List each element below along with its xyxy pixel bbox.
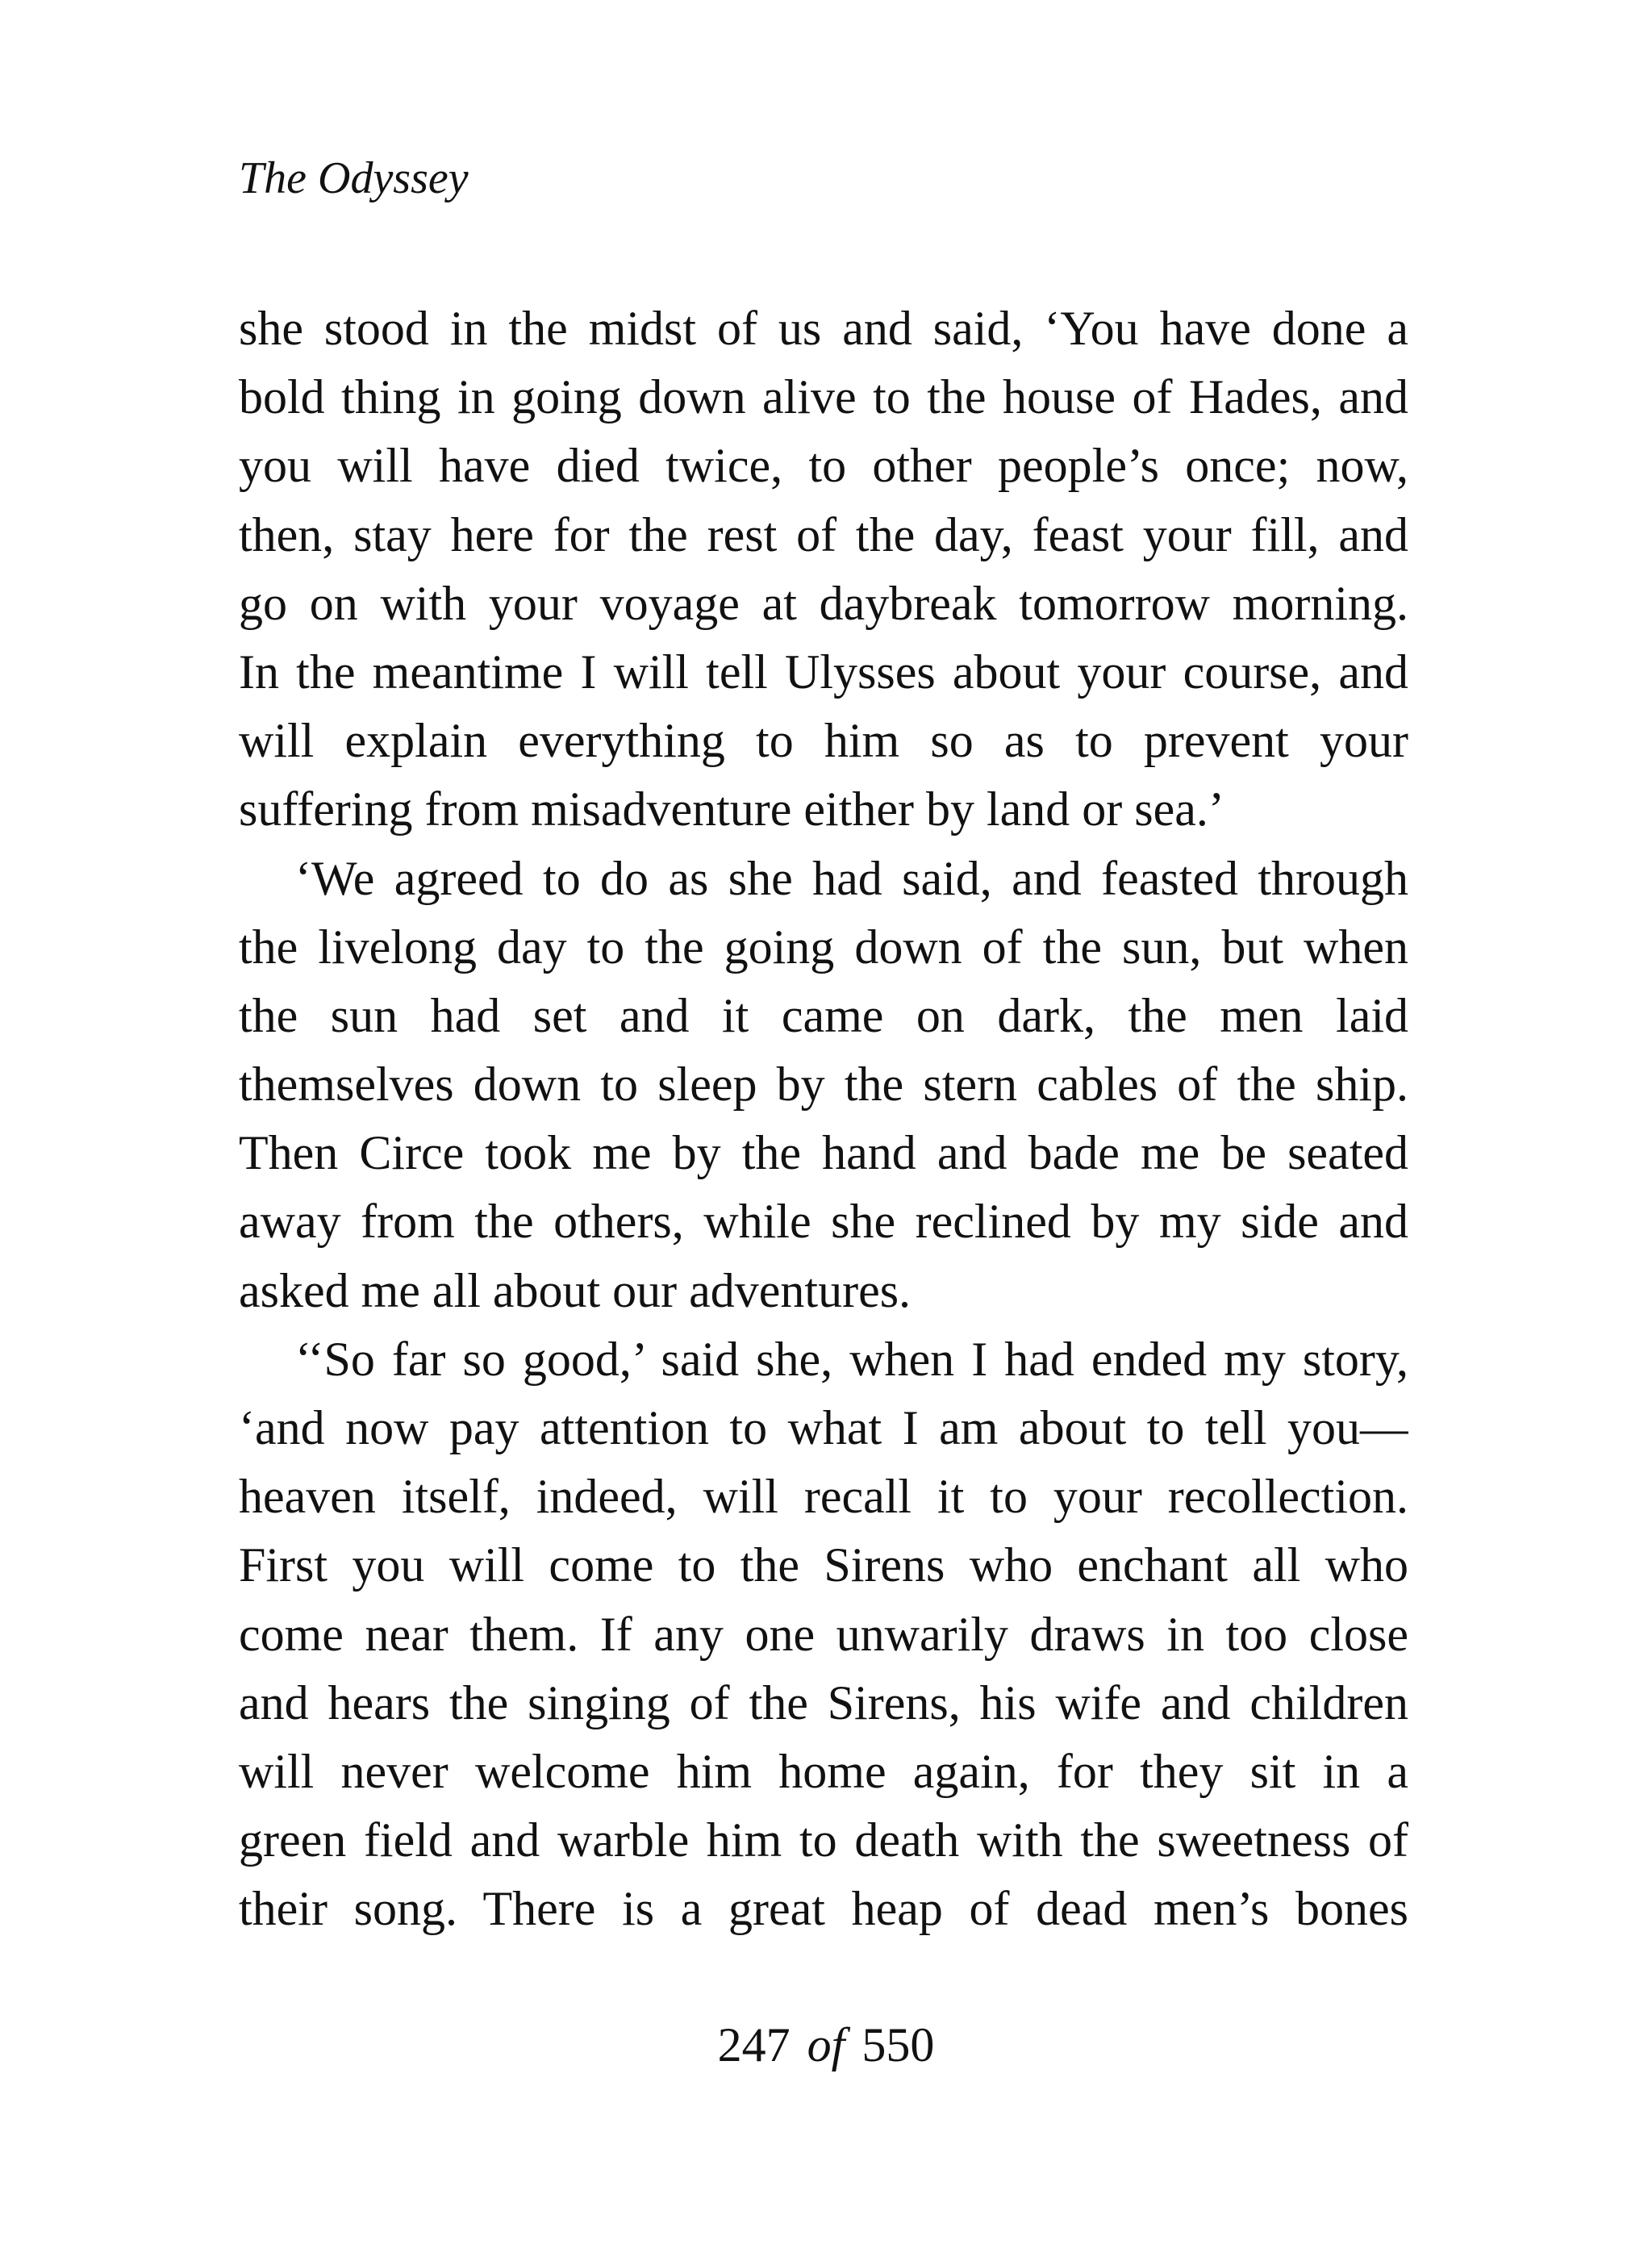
text-line: First you will come to the Sirens who enchant all who [239, 1538, 1408, 1592]
text-line: suffering from misadventure either by land or sea.’ [239, 782, 1224, 837]
text-line: will never welcome him home again, for they sit in a [239, 1744, 1408, 1798]
text-line: ‘and now pay attention to what I am about to tell you— [239, 1401, 1408, 1454]
running-header-title: The Odyssey [239, 153, 469, 203]
text-line: will explain everything to him so as to prevent your [239, 714, 1408, 768]
text-line: green field and warble him to death with the sweetness of [239, 1813, 1408, 1867]
text-line: the sun had set and it came on dark, the men laid [239, 988, 1408, 1042]
text-line: go on with your voyage at daybreak tomorrow morning. [239, 576, 1408, 630]
page-current: 247 [717, 2018, 791, 2072]
text-line: come near them. If any one unwarily draws in too close [239, 1607, 1408, 1661]
text-line-paragraph-start: ‘We agreed to do as she had said, and feasted through [295, 851, 1408, 905]
text-line-paragraph-start: ‘‘So far so good,’ said she, when I had ended my story, [295, 1332, 1408, 1386]
text-line: bold thing in going down alive to the house of Hades, and [239, 370, 1408, 424]
page-total: 550 [861, 2018, 935, 2072]
text-line: and hears the singing of the Sirens, his wife and children [239, 1675, 1408, 1729]
text-line: heaven itself, indeed, will recall it to your recollection. [239, 1470, 1408, 1524]
page-number [0, 2015, 1652, 2076]
text-line: then, stay here for the rest of the day, feast your fill, and [239, 507, 1408, 561]
text-line: asked me all about our adventures. [239, 1263, 912, 1317]
text-line: you will have died twice, to other people’s once; now, [239, 439, 1408, 493]
text-line: away from the others, while she reclined by my side and [239, 1195, 1408, 1249]
text-line: themselves down to sleep by the stern cables of the ship. [239, 1058, 1408, 1112]
page-of-label: of [807, 2018, 845, 2072]
text-line: their song. There is a great heap of dead men’s bones [239, 1882, 1408, 1936]
text-line: she stood in the midst of us and said, ‘You have done a [239, 302, 1408, 355]
text-line: the livelong day to the going down of the sun, but when [239, 920, 1408, 974]
text-line: Then Circe took me by the hand and bade me be seated [239, 1126, 1408, 1180]
text-line: In the meantime I will tell Ulysses about your course, and [239, 645, 1408, 699]
page-body-text [239, 294, 1408, 1944]
